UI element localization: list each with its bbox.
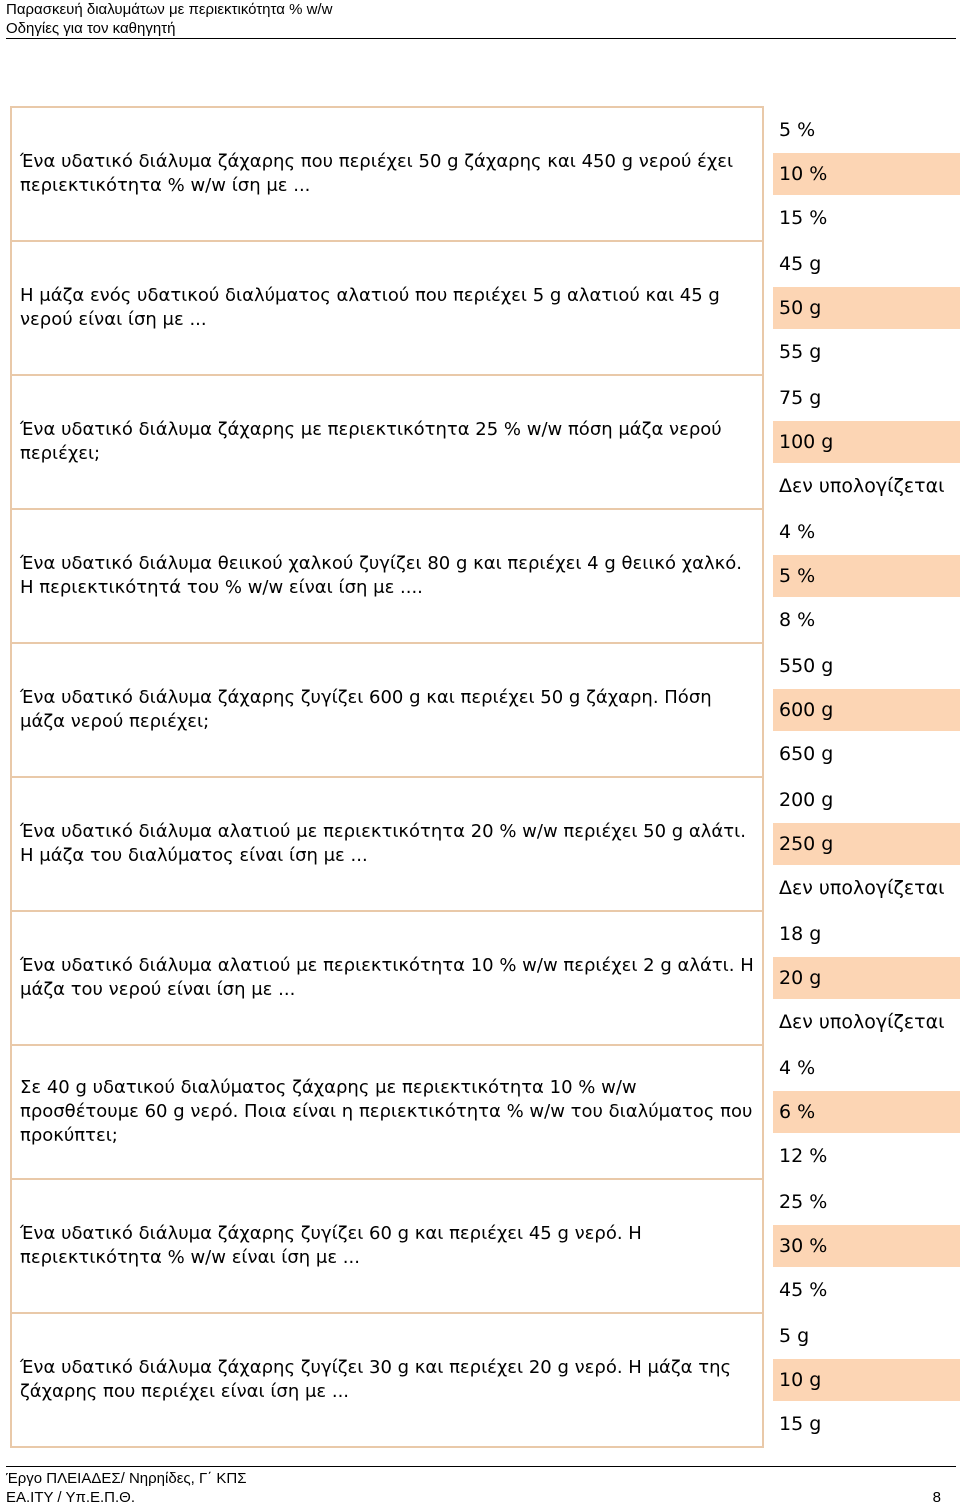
answer-option[interactable]: Δεν υπολογίζεται [779,877,945,899]
answer-option[interactable]: 600 g [773,689,960,731]
answer-option[interactable]: 8 % [779,609,816,631]
answer-option[interactable]: 20 g [773,957,960,999]
question-text: Σε 40 g υδατικού διαλύματος ζάχαρης με περιεκτικότητα 10 % w/w προσθέτουμε 60 g νερό. Ποια είναι η περιεκτικότητα % w/w του διαλύματος που προκύπτει; [11,1045,763,1179]
answer-option[interactable]: 55 g [779,341,822,363]
answer-option[interactable]: 650 g [779,743,834,765]
answer-options [773,911,960,1045]
answer-options [773,509,960,643]
footer-project: Έργο ΠΛΕΙΑΔΕΣ/ Νηρηίδες, Γ΄ ΚΠΣ [6,1470,247,1487]
header-divider [6,38,956,39]
answer-option[interactable]: 4 % [779,521,816,543]
question-text: Ένα υδατικό διάλυμα ζάχαρης ζυγίζει 60 g και περιέχει 45 g νερό. Η περιεκτικότητα % w/w είναι ίση με ... [11,1179,763,1313]
answer-options [773,1179,960,1313]
answer-option[interactable]: 5 g [779,1325,810,1347]
answer-option[interactable]: 550 g [779,655,834,677]
answer-option[interactable]: Δεν υπολογίζεται [779,475,945,497]
matching-table [10,106,960,1448]
answer-option[interactable]: 10 % [773,153,960,195]
question-row [11,911,960,1045]
answer-options [773,1045,960,1179]
question-text: Ένα υδατικό διάλυμα αλατιού με περιεκτικότητα 10 % w/w περιέχει 2 g αλάτι. Η μάζα του νερού είναι ίση με ... [11,911,763,1045]
answer-option[interactable]: 12 % [779,1145,828,1167]
page-number: 8 [932,1489,941,1506]
question-row [11,1045,960,1179]
answer-option[interactable]: 15 % [779,207,828,229]
footer-divider [6,1466,956,1467]
header-title: Παρασκευή διαλυμάτων με περιεκτικότητα % w/w [6,1,333,18]
column-gap [763,911,773,1045]
answer-option[interactable]: 18 g [779,923,822,945]
question-text: Ένα υδατικό διάλυμα θειικού χαλκού ζυγίζει 80 g και περιέχει 4 g θειικό χαλκό. Η περιεκτικότητά του % w/w είναι ίση με .... [11,509,763,643]
question-row [11,241,960,375]
question-row [11,509,960,643]
question-text: Ένα υδατικό διάλυμα αλατιού με περιεκτικότητα 20 % w/w περιέχει 50 g αλάτι. Η μάζα του διαλύματος είναι ίση με ... [11,777,763,911]
answer-option[interactable]: 10 g [773,1359,960,1401]
answer-options [773,1313,960,1447]
answer-options [773,107,960,241]
column-gap [763,1179,773,1313]
answer-option[interactable]: 45 g [779,253,822,275]
column-gap [763,241,773,375]
answer-options [773,643,960,777]
answer-options [773,777,960,911]
answer-options [773,241,960,375]
column-gap [763,107,773,241]
question-text: Ένα υδατικό διάλυμα ζάχαρης που περιέχει 50 g ζάχαρης και 450 g νερού έχει περιεκτικότητα % w/w ίση με ... [11,107,763,241]
answer-option[interactable]: 250 g [773,823,960,865]
question-row [11,643,960,777]
column-gap [763,1313,773,1447]
column-gap [763,1045,773,1179]
answer-options [773,375,960,509]
question-text: Ένα υδατικό διάλυμα ζάχαρης με περιεκτικότητα 25 % w/w πόση μάζα νερού περιέχει; [11,375,763,509]
column-gap [763,375,773,509]
question-row [11,1313,960,1447]
column-gap [763,777,773,911]
answer-option[interactable]: 50 g [773,287,960,329]
answer-option[interactable]: 75 g [779,387,822,409]
answer-option[interactable]: 25 % [779,1191,828,1213]
question-row [11,1179,960,1313]
answer-option[interactable]: 200 g [779,789,834,811]
column-gap [763,509,773,643]
answer-option[interactable]: 5 % [779,119,816,141]
header-subtitle: Οδηγίες για τον καθηγητή [6,20,176,37]
column-gap [763,643,773,777]
answer-option[interactable]: 4 % [779,1057,816,1079]
answer-option[interactable]: 100 g [773,421,960,463]
answer-option[interactable]: Δεν υπολογίζεται [779,1011,945,1033]
answer-option[interactable]: 15 g [779,1413,822,1435]
question-row [11,777,960,911]
question-text: Ένα υδατικό διάλυμα ζάχαρης ζυγίζει 600 g και περιέχει 50 g ζάχαρη. Πόση μάζα νερού περιέχει; [11,643,763,777]
page-header [6,0,956,38]
answer-option[interactable]: 6 % [773,1091,960,1133]
answer-option[interactable]: 5 % [773,555,960,597]
question-text: Ένα υδατικό διάλυμα ζάχαρης ζυγίζει 30 g και περιέχει 20 g νερό. Η μάζα της ζάχαρης που περιέχει είναι ίση με ... [11,1313,763,1447]
page-footer [6,1469,951,1507]
question-text: Η μάζα ενός υδατικού διαλύματος αλατιού που περιέχει 5 g αλατιού και 45 g νερού είναι ίση με ... [11,241,763,375]
answer-option[interactable]: 30 % [773,1225,960,1267]
answer-option[interactable]: 45 % [779,1279,828,1301]
question-row [11,375,960,509]
question-row [11,107,960,241]
footer-institution: ΕΑ.ΙΤΥ / Υπ.Ε.Π.Θ. [6,1489,136,1506]
